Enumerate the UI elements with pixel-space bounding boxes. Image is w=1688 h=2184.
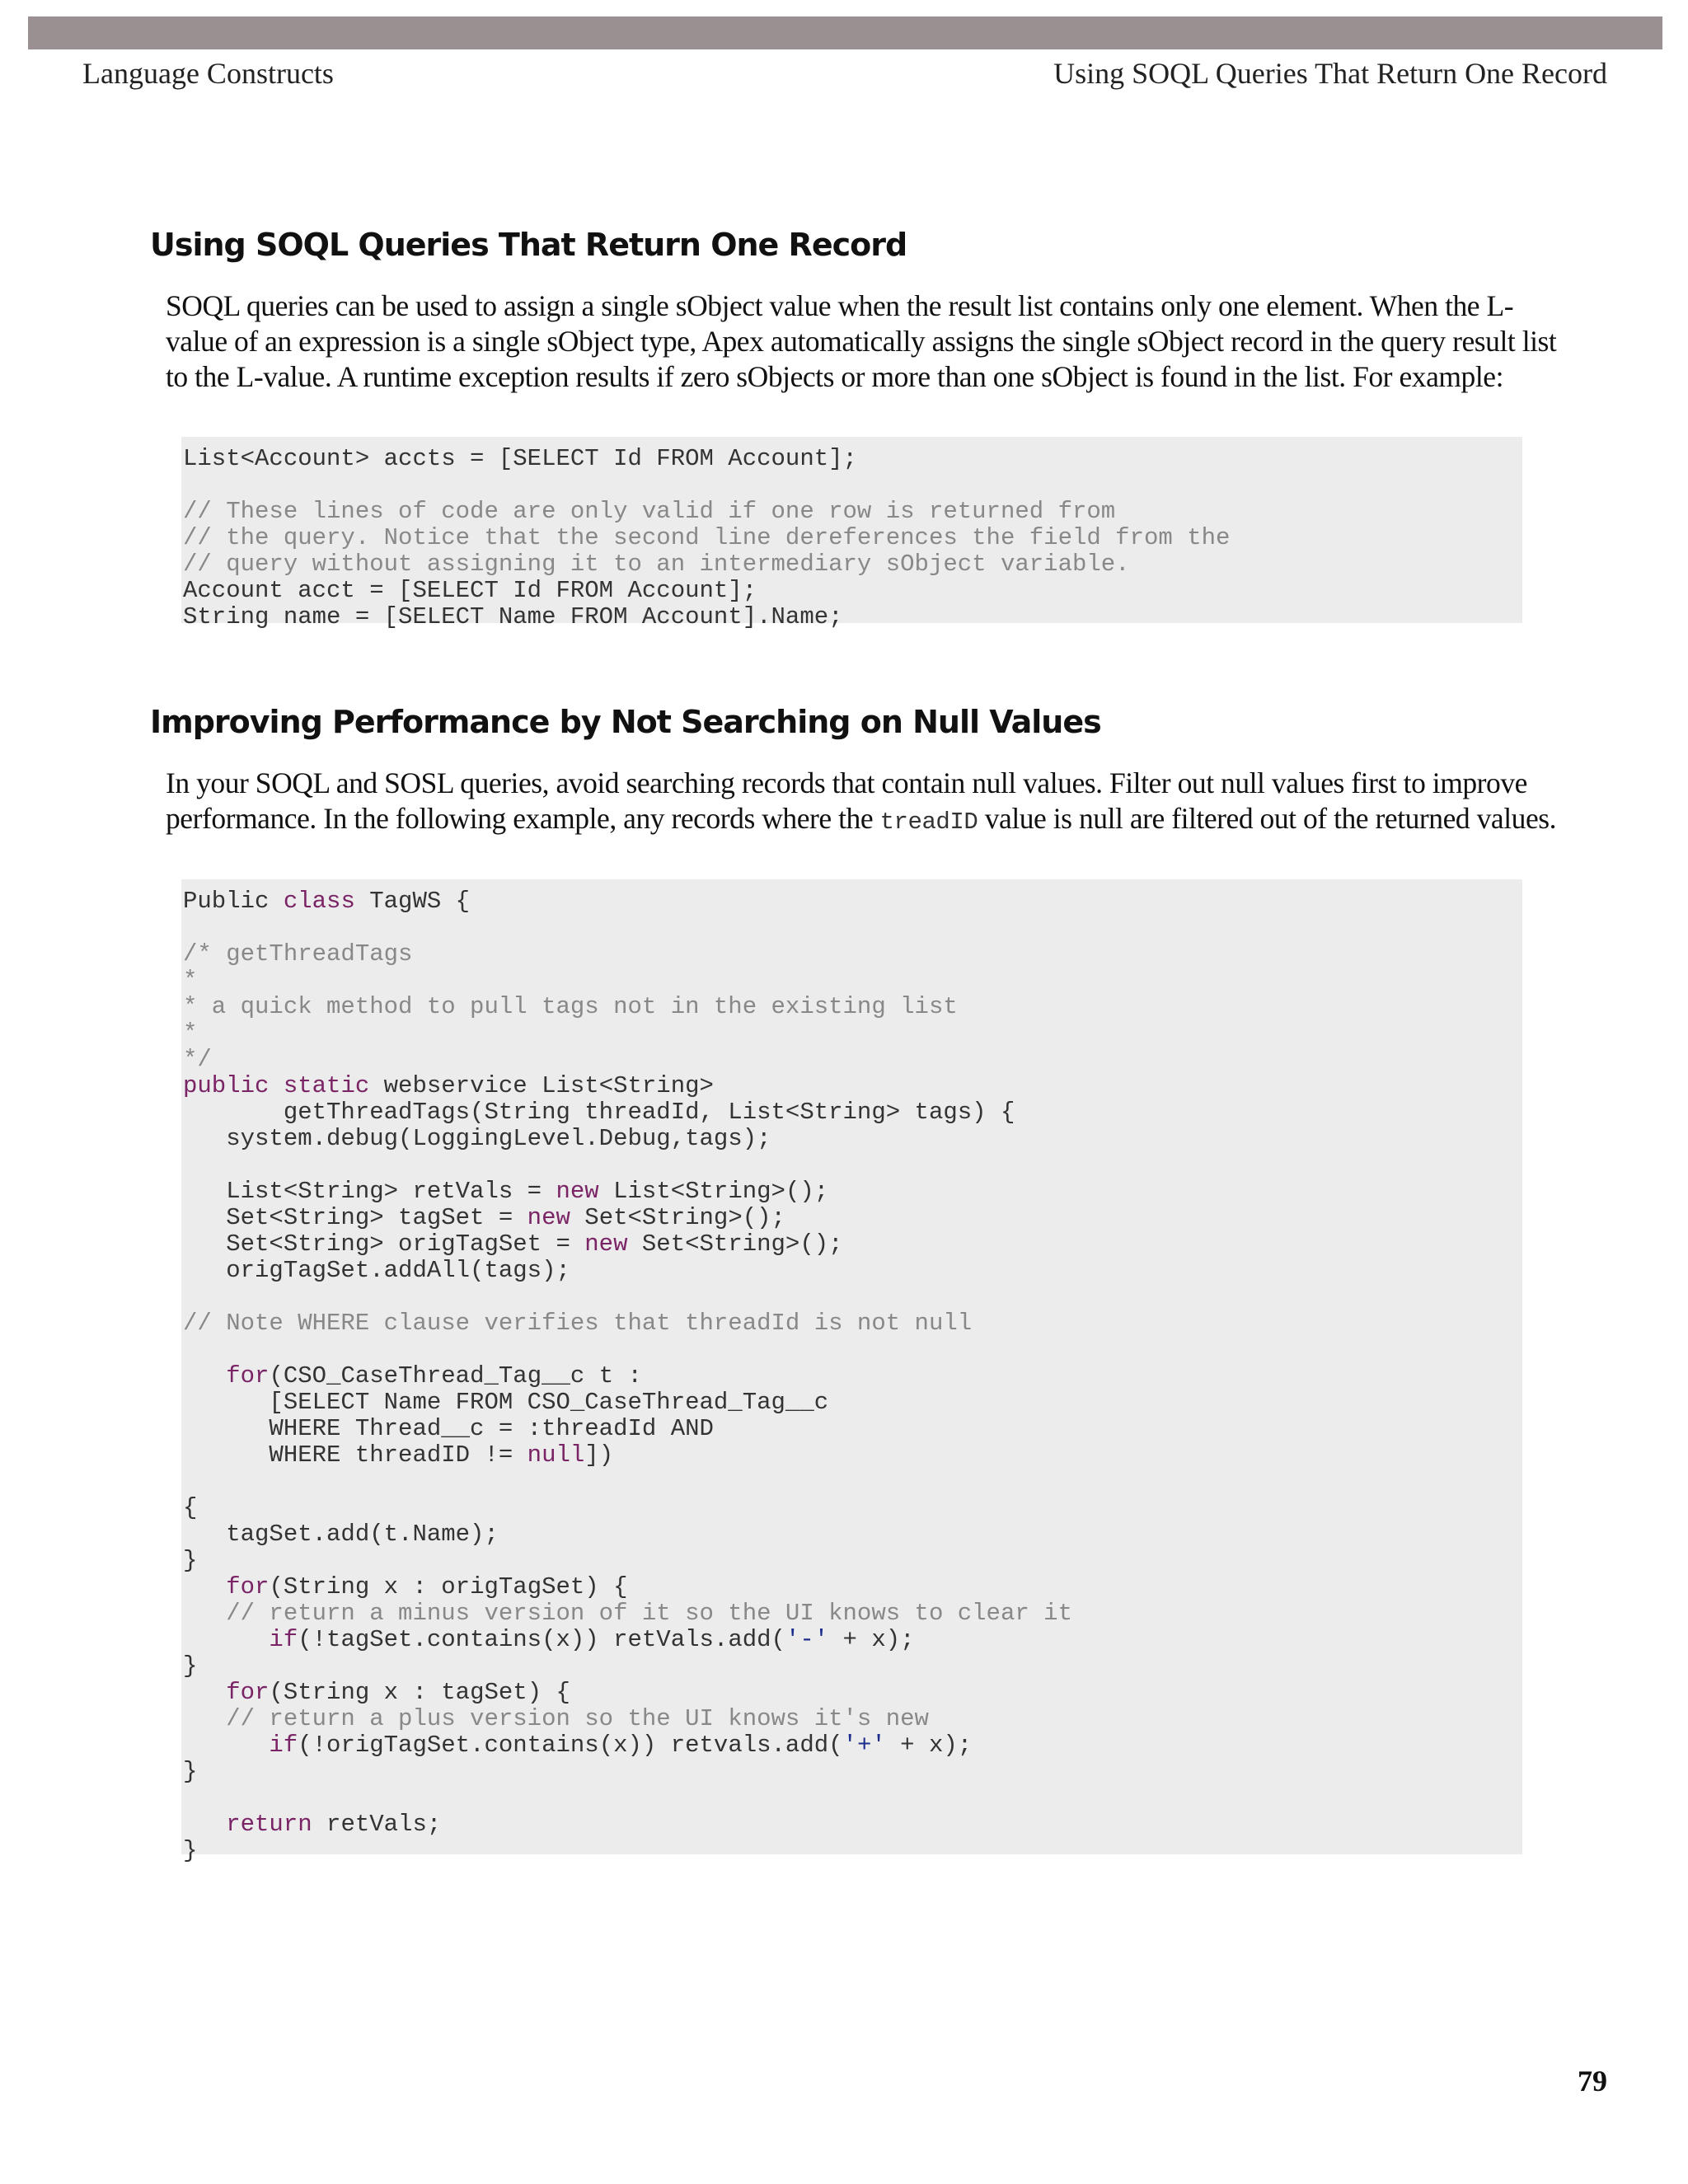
code-text: (String x : tagSet) { (269, 1679, 570, 1706)
code-keyword: new (584, 1230, 628, 1258)
code-text: + x); (885, 1732, 973, 1759)
code-block-tagws (181, 879, 1522, 1864)
paragraph-text: In your SOQL and SOSL queries, avoid searching records that contain null values. Filter out null values first to improve performance. In the following example, any records where the (166, 766, 1527, 835)
code-text: Set<String> origTagSet = (183, 1230, 585, 1258)
code-text: Set<String>(); (570, 1204, 785, 1231)
code-line (183, 1838, 1522, 1864)
code-comment: * a quick method to pull tags not in the existing list (183, 993, 958, 1020)
code-text: (String x : origTagSet) { (269, 1573, 628, 1601)
code-line (183, 604, 1522, 630)
code-line (183, 1653, 1522, 1680)
code-text: [SELECT Name FROM CSO_CaseThread_Tag__c (183, 1389, 829, 1416)
code-line (183, 1390, 1522, 1416)
code-text: system.debug(LoggingLevel.Debug,tags); (183, 1125, 771, 1152)
code-text: webservice List<String> (369, 1072, 714, 1099)
code-text: { (183, 1494, 198, 1521)
code-comment: /* getThreadTags (183, 940, 413, 968)
code-text: origTagSet.addAll(tags); (183, 1257, 570, 1284)
code-text (183, 1679, 226, 1706)
section-heading-null-values: Improving Performance by Not Searching on Null Values (150, 704, 1101, 740)
code-string: '-' (785, 1626, 829, 1653)
inline-code-treadid: treadID (879, 808, 978, 836)
code-line (183, 941, 1522, 968)
code-comment: // These lines of code are only valid if one row is returned from (183, 498, 1116, 525)
null-values-paragraph (166, 766, 1559, 840)
code-text: List<String>(); (598, 1178, 829, 1205)
code-comment: // query without assigning it to an intermediary sObject variable. (183, 551, 1130, 578)
code-text: } (183, 1547, 198, 1574)
code-keyword: new (556, 1178, 599, 1205)
code-text: List<String> retVals = (183, 1178, 556, 1205)
code-keyword: for (226, 1362, 270, 1390)
code-keyword: for (226, 1573, 270, 1601)
code-text: + x); (828, 1626, 915, 1653)
code-line (183, 1706, 1522, 1732)
code-line (183, 1258, 1522, 1284)
code-line (183, 1126, 1522, 1152)
code-text: } (183, 1837, 198, 1864)
code-text (183, 1811, 226, 1838)
code-text: Public (183, 888, 284, 915)
code-comment: // return a plus version so the UI knows it's new (183, 1705, 929, 1732)
page-number: 79 (1578, 2064, 1607, 2097)
code-comment: * (183, 1019, 198, 1047)
code-line (183, 1732, 1522, 1759)
code-line (183, 1020, 1522, 1047)
code-text: getThreadTags(String threadId, List<String> tags) { (183, 1099, 1015, 1126)
code-line (183, 1759, 1522, 1785)
code-text (183, 1362, 226, 1390)
code-text: WHERE threadID != (183, 1441, 528, 1469)
code-line (183, 1601, 1522, 1627)
header-rule (28, 16, 1662, 49)
code-line (183, 888, 1522, 915)
code-keyword: static (283, 1072, 370, 1099)
code-blank-line (183, 1469, 1522, 1495)
code-line (183, 1231, 1522, 1258)
code-blank-line (183, 1152, 1522, 1179)
code-text (183, 1626, 269, 1653)
section-heading-soql-one-record: Using SOQL Queries That Return One Record (150, 227, 907, 263)
code-line (183, 499, 1522, 525)
code-line (183, 578, 1522, 604)
running-section-title: Using SOQL Queries That Return One Record (1053, 57, 1607, 90)
code-comment: // return a minus version of it so the UI knows to clear it (183, 1600, 1072, 1627)
code-blank-line (183, 1785, 1522, 1811)
code-text: (CSO_CaseThread_Tag__c t : (269, 1362, 642, 1390)
code-keyword: new (527, 1204, 570, 1231)
code-line (183, 1205, 1522, 1231)
code-line (183, 1416, 1522, 1442)
code-keyword: null (527, 1441, 585, 1469)
paragraph-text: value is null are filtered out of the returned values. (984, 802, 1557, 835)
code-line (183, 1495, 1522, 1521)
code-keyword: for (226, 1679, 270, 1706)
code-text: Set<String>(); (627, 1230, 843, 1258)
code-line (183, 1548, 1522, 1574)
code-text: String name = [SELECT Name FROM Account].Name; (183, 603, 843, 630)
running-header (82, 53, 1607, 94)
code-blank-line (183, 472, 1522, 499)
code-text: Set<String> tagSet = (183, 1204, 528, 1231)
soql-one-record-paragraph: SOQL queries can be used to assign a single sObject value when the result list contains only one element. When the L-value of an expression is a single sObject type, Apex automatically assigns the single sObject record in the query result list to the L-value. A runtime exception results if zero sObjects or more than one sObject is found in the list. For example: (166, 289, 1557, 393)
code-text: tagSet.add(t.Name); (183, 1521, 499, 1548)
code-line (183, 1179, 1522, 1205)
code-text: } (183, 1758, 198, 1785)
code-line (183, 968, 1522, 994)
code-text: } (183, 1652, 198, 1680)
code-text: retVals; (312, 1811, 442, 1838)
code-keyword: if (269, 1732, 298, 1759)
code-line (183, 1574, 1522, 1601)
code-text: List<Account> accts = [SELECT Id FROM Account]; (183, 445, 857, 472)
code-line (183, 525, 1522, 551)
code-line (183, 551, 1522, 578)
code-text (183, 1573, 226, 1601)
code-line (183, 1811, 1522, 1838)
code-string: '+' (842, 1732, 886, 1759)
code-text: WHERE Thread__c = :threadId AND (183, 1415, 714, 1442)
code-line (183, 1099, 1522, 1126)
code-text: (!tagSet.contains(x)) retVals.add( (298, 1626, 785, 1653)
code-blank-line (183, 915, 1522, 941)
code-keyword: public (183, 1072, 270, 1099)
code-comment: // Note WHERE clause verifies that threadId is not null (183, 1310, 973, 1337)
code-text (269, 1072, 283, 1099)
code-blank-line (183, 1337, 1522, 1363)
code-line (183, 1363, 1522, 1390)
chapter-title: Language Constructs (82, 57, 334, 90)
code-line (183, 1521, 1522, 1548)
code-line (183, 1627, 1522, 1653)
code-keyword: return (226, 1811, 312, 1838)
code-text: TagWS { (354, 888, 471, 915)
code-comment: // the query. Notice that the second line dereferences the field from the (183, 524, 1231, 551)
code-keyword: if (269, 1626, 298, 1653)
code-keyword: class (283, 888, 355, 915)
code-line (183, 994, 1522, 1020)
code-line (183, 1680, 1522, 1706)
code-comment: */ (183, 1046, 212, 1073)
code-line (183, 446, 1522, 472)
code-line (183, 1073, 1522, 1099)
code-line (183, 1047, 1522, 1073)
code-comment: * (183, 967, 198, 994)
code-text: Account acct = [SELECT Id FROM Account]; (183, 577, 757, 604)
code-line (183, 1310, 1522, 1337)
code-text: ]) (584, 1441, 614, 1469)
code-blank-line (183, 1284, 1522, 1310)
code-text: (!origTagSet.contains(x)) retvals.add( (298, 1732, 843, 1759)
code-text (183, 1732, 269, 1759)
code-line (183, 1442, 1522, 1469)
code-block-soql-single (181, 437, 1522, 630)
